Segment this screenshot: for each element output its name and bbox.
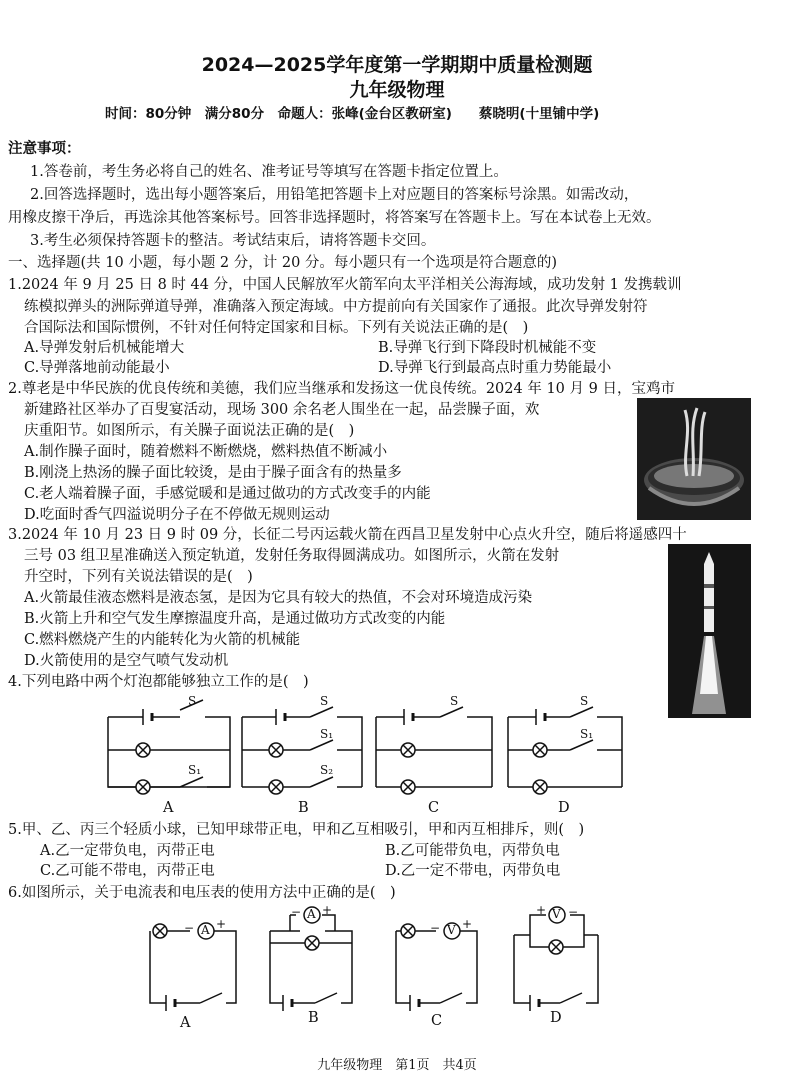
q4-label-a: A [163,800,174,816]
q4c-switch-s: S [450,694,459,708]
q2-option-b: B.刚浇上热汤的臊子面比较烫，是由于臊子面含有的热量多 [24,465,402,481]
q6-label-a: A [180,1015,191,1031]
noodle-bowl-photo [637,398,751,520]
q4a-switch-s: S [188,694,197,708]
q6b-ammeter-label: A [307,907,316,921]
q2-stem-line1: 2.尊老是中华民族的优良传统和美德，我们应当继承和发扬这一优良传统。2024 年 10 月 9 日，宝鸡市 [8,381,675,397]
notes-heading: 注意事项： [8,141,81,157]
q2-option-c: C.老人端着臊子面，手感觉暖和是通过做功的方式改变手的内能 [24,486,431,502]
q6a-ammeter-label: A [201,923,210,937]
q2-option-a: A.制作臊子面时，随着燃料不断燃烧，燃料热值不断减小 [24,444,388,460]
subject-title: 九年级物理 [349,79,445,101]
page-footer: 九年级物理 第1页 共4页 [317,1058,477,1073]
q5-option-c: C.乙可能不带电，丙带正电 [40,863,215,879]
q6-stem: 6.如图所示，关于电流表和电压表的使用方法中正确的是( ) [8,885,396,901]
q4-circuits [0,690,794,810]
exam-meta: 时间：80分钟 满分80分 命题人：张峰(金台区教研室) 蔡晓明(十里铺中学) [105,106,600,122]
q3-stem-line3: 升空时，下列有关说法错误的是( ) [24,569,253,585]
q6b-minus: − [291,905,302,919]
q4b-switch-s1: S₁ [320,727,334,741]
q6a-plus: + [216,917,227,931]
note-3: 3.考生必须保持答题卡的整洁。考试结束后，请将答题卡交回。 [30,233,436,249]
q1-option-b: B.导弹飞行到下降段时机械能不变 [378,340,597,356]
q1-stem-line1: 1.2024 年 9 月 25 日 8 时 44 分，中国人民解放军火箭军向太平洋相关公海海域，成功发射 1 发携载训 [8,277,682,293]
q1-stem-line2: 练模拟弹头的洲际弹道导弹，准确落入预定海域。中方提前向有关国家作了通报。此次导弹发射符 [24,299,648,315]
section-1-heading: 一、选择题(共 10 小题，每小题 2 分，计 20 分。每小题只有一个选项是符合题意的) [8,255,558,271]
q6d-plus: + [536,903,547,917]
q6-label-d: D [550,1010,562,1026]
note-2a: 2.回答选择题时，选出每小题答案后，用铅笔把答题卡上对应题目的答案标号涂黑。如需改动， [30,187,639,203]
q4-stem: 4.下列电路中两个灯泡都能够独立工作的是( ) [8,674,309,690]
q4d-switch-s1: S₁ [580,727,594,741]
q1-stem-line3: 合国际法和国际惯例，不针对任何特定国家和目标。下列有关说法正确的是( ) [24,320,529,336]
q6d-minus: − [568,905,579,919]
q3-stem-line2: 三号 03 组卫星准确送入预定轨道，发射任务取得圆满成功。如图所示，火箭在发射 [24,548,560,564]
q1-option-a: A.导弹发射后机械能增大 [24,340,185,356]
q2-stem-line2: 新建路社区举办了百叟宴活动，现场 300 余名老人围坐在一起，品尝臊子面，欢 [24,402,540,418]
q6-label-c: C [431,1013,443,1029]
q5-option-a: A.乙一定带负电，丙带正电 [40,843,215,859]
q2-stem-line3: 庆重阳节。如图所示，有关臊子面说法正确的是( ) [24,423,355,439]
exam-title: 2024—2025学年度第一学期期中质量检测题 [201,54,593,76]
q3-option-b: B.火箭上升和空气发生摩擦温度升高，是通过做功方式改变的内能 [24,611,446,627]
q6c-minus: − [430,921,441,935]
q6c-voltmeter-label: V [447,923,456,937]
q5-option-d: D.乙一定不带电，丙带负电 [385,863,561,879]
q4b-switch-s2: S₂ [320,763,334,777]
q6-circuits [0,905,794,1015]
q3-option-d: D.火箭使用的是空气喷气发动机 [24,653,229,669]
q6b-plus: + [322,903,333,917]
q5-stem: 5.甲、乙、丙三个轻质小球，已知甲球带正电，甲和乙互相吸引，甲和丙互相排斥，则( ) [8,822,585,838]
q4-label-c: C [428,800,440,816]
q3-option-a: A.火箭最佳液态燃料是液态氢，是因为它具有较大的热值，不会对环境造成污染 [24,590,533,606]
note-1: 1.答卷前，考生务必将自己的姓名、准考证号等填写在答题卡指定位置上。 [30,164,508,180]
q3-stem-line1: 3.2024 年 10 月 23 日 9 时 09 分，长征二号丙运载火箭在西昌卫星发射中心点火升空，随后将遥感四十 [8,527,687,543]
q1-option-c: C.导弹落地前动能最小 [24,360,170,376]
q2-option-d: D.吃面时香气四溢说明分子在不停做无规则运动 [24,507,330,523]
q4-label-d: D [558,800,570,816]
q6c-plus: + [462,917,473,931]
q4a-switch-s1: S₁ [188,763,202,777]
q6a-minus: − [184,921,195,935]
q6d-voltmeter-label: V [552,907,561,921]
q4-label-b: B [298,800,309,816]
q3-option-c: C.燃料燃烧产生的内能转化为火箭的机械能 [24,632,301,648]
q4b-switch-s: S [320,694,329,708]
q6-label-b: B [308,1010,319,1026]
q1-option-d: D.导弹飞行到最高点时重力势能最小 [378,360,612,376]
note-2b: 用橡皮擦干净后，再选涂其他答案标号。回答非选择题时，将答案写在答题卡上。写在本试卷上无效。 [8,210,661,226]
q4d-switch-s: S [580,694,589,708]
q5-option-b: B.乙可能带负电，丙带负电 [385,843,560,859]
